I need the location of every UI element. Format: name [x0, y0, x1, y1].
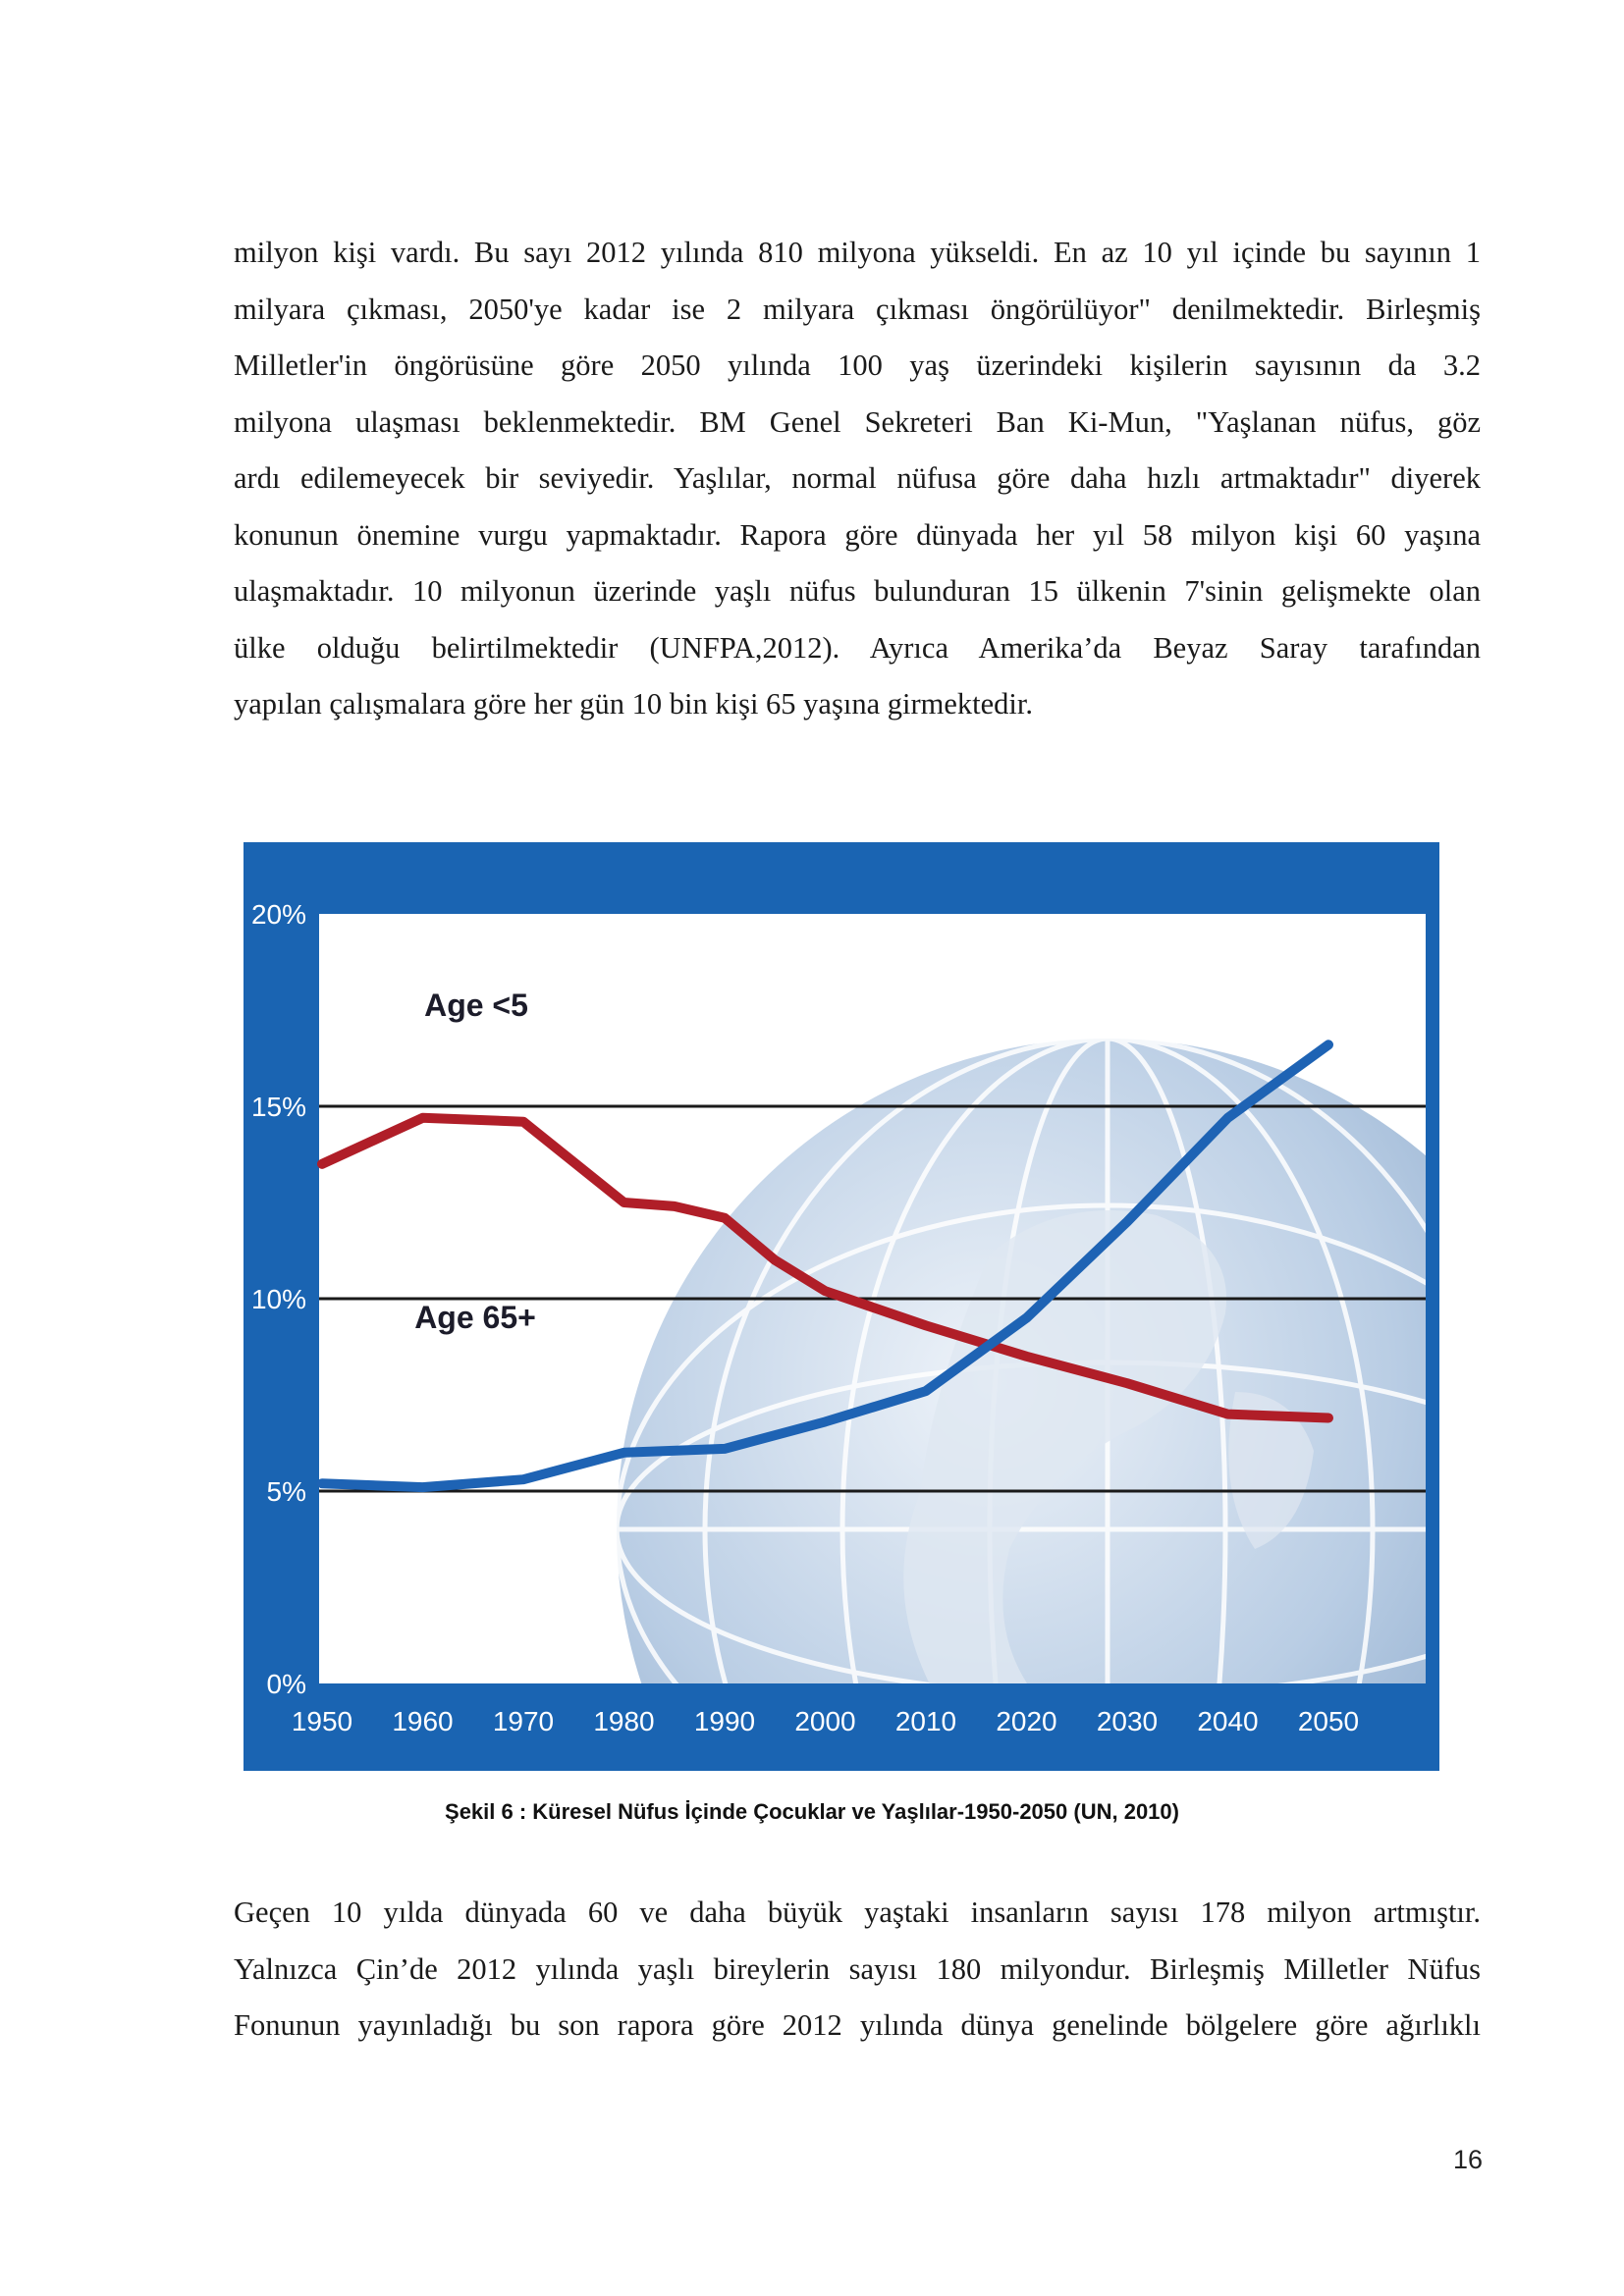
x-tick-label: 1980	[593, 1706, 655, 1736]
x-tick-label: 1970	[492, 1706, 555, 1736]
series-label-age-65-plus: Age 65+	[414, 1300, 536, 1335]
y-tick-label: 0%	[266, 1669, 306, 1699]
x-tick-label: 2010	[894, 1706, 957, 1736]
text-line: konunun önemine vurgu yapmaktadır. Rapora göre dünyada her yıl 58 milyon kişi 60 yaşına	[234, 517, 1481, 552]
page-number: 16	[1452, 2145, 1483, 2174]
text-line: milyona ulaşması beklenmektedir. BM Genel Sekreteri Ban Ki-Mun, "Yaşlanan nüfus, göz	[234, 404, 1481, 439]
figure-caption: Şekil 6 : Küresel Nüfus İçinde Çocuklar ve Yaşlılar-1950-2050 (UN, 2010)	[445, 1799, 1179, 1824]
y-tick-label: 5%	[266, 1476, 306, 1507]
x-tick-label: 2050	[1297, 1706, 1360, 1736]
text-line: ulaşmaktadır. 10 milyonun üzerinde yaşlı nüfus bulunduran 15 ülkenin 7'sinin gelişmekte olan	[234, 574, 1481, 608]
x-tick-label: 1960	[392, 1706, 454, 1736]
series-label-age-under-5: Age <5	[424, 988, 528, 1023]
x-tick-label: 2000	[794, 1706, 856, 1736]
x-tick-label: 1950	[291, 1706, 353, 1736]
x-tick-label: 1990	[693, 1706, 756, 1736]
text-line: Milletler'in öngörüsüne göre 2050 yılında 100 yaş üzerindeki kişilerin sayısının da 3.2	[234, 348, 1481, 382]
text-line: Geçen 10 yılda dünyada 60 ve daha büyük yaştaki insanların sayısı 178 milyon artmıştır.	[234, 1896, 1481, 1929]
figure-chart	[244, 842, 1439, 1771]
text-line: Yalnızca Çin’de 2012 yılında yaşlı bireylerin sayısı 180 milyondur. Birleşmiş Milletler Nüfus	[234, 1951, 1481, 1986]
x-tick-label: 2040	[1197, 1706, 1259, 1736]
text-line: milyon kişi vardı. Bu sayı 2012 yılında 810 milyona yükseldi. En az 10 yıl içinde bu sayının 1	[234, 236, 1481, 269]
population-chart	[244, 842, 1439, 1771]
text-line: milyara çıkması, 2050'ye kadar ise 2 milyara çıkması öngörülüyor" denilmektedir. Birleşmiş	[234, 292, 1481, 326]
y-tick-label: 15%	[250, 1092, 306, 1122]
text-line: ardı edilemeyecek bir seviyedir. Yaşlılar, normal nüfusa göre daha hızlı artmaktadır" diyerek	[234, 461, 1481, 495]
x-tick-label: 2020	[996, 1706, 1057, 1736]
text-line: yapılan çalışmalara göre her gün 10 bin kişi 65 yaşına girmektedir.	[234, 687, 1033, 721]
text-line: ülke olduğu belirtilmektedir (UNFPA,2012). Ayrıca Amerika’da Beyaz Saray tarafından	[234, 630, 1481, 665]
paragraph-2	[234, 1885, 1481, 2055]
paragraph-1	[234, 225, 1481, 733]
y-tick-label: 20%	[250, 899, 306, 930]
x-tick-label: 2030	[1096, 1706, 1159, 1736]
text-line: Fonunun yayınladığı bu son rapora göre 2012 yılında dünya genelinde bölgelere göre ağırlıklı	[234, 2008, 1481, 2042]
y-tick-label: 10%	[250, 1284, 306, 1314]
x-axis-ticks	[292, 1706, 1359, 1736]
